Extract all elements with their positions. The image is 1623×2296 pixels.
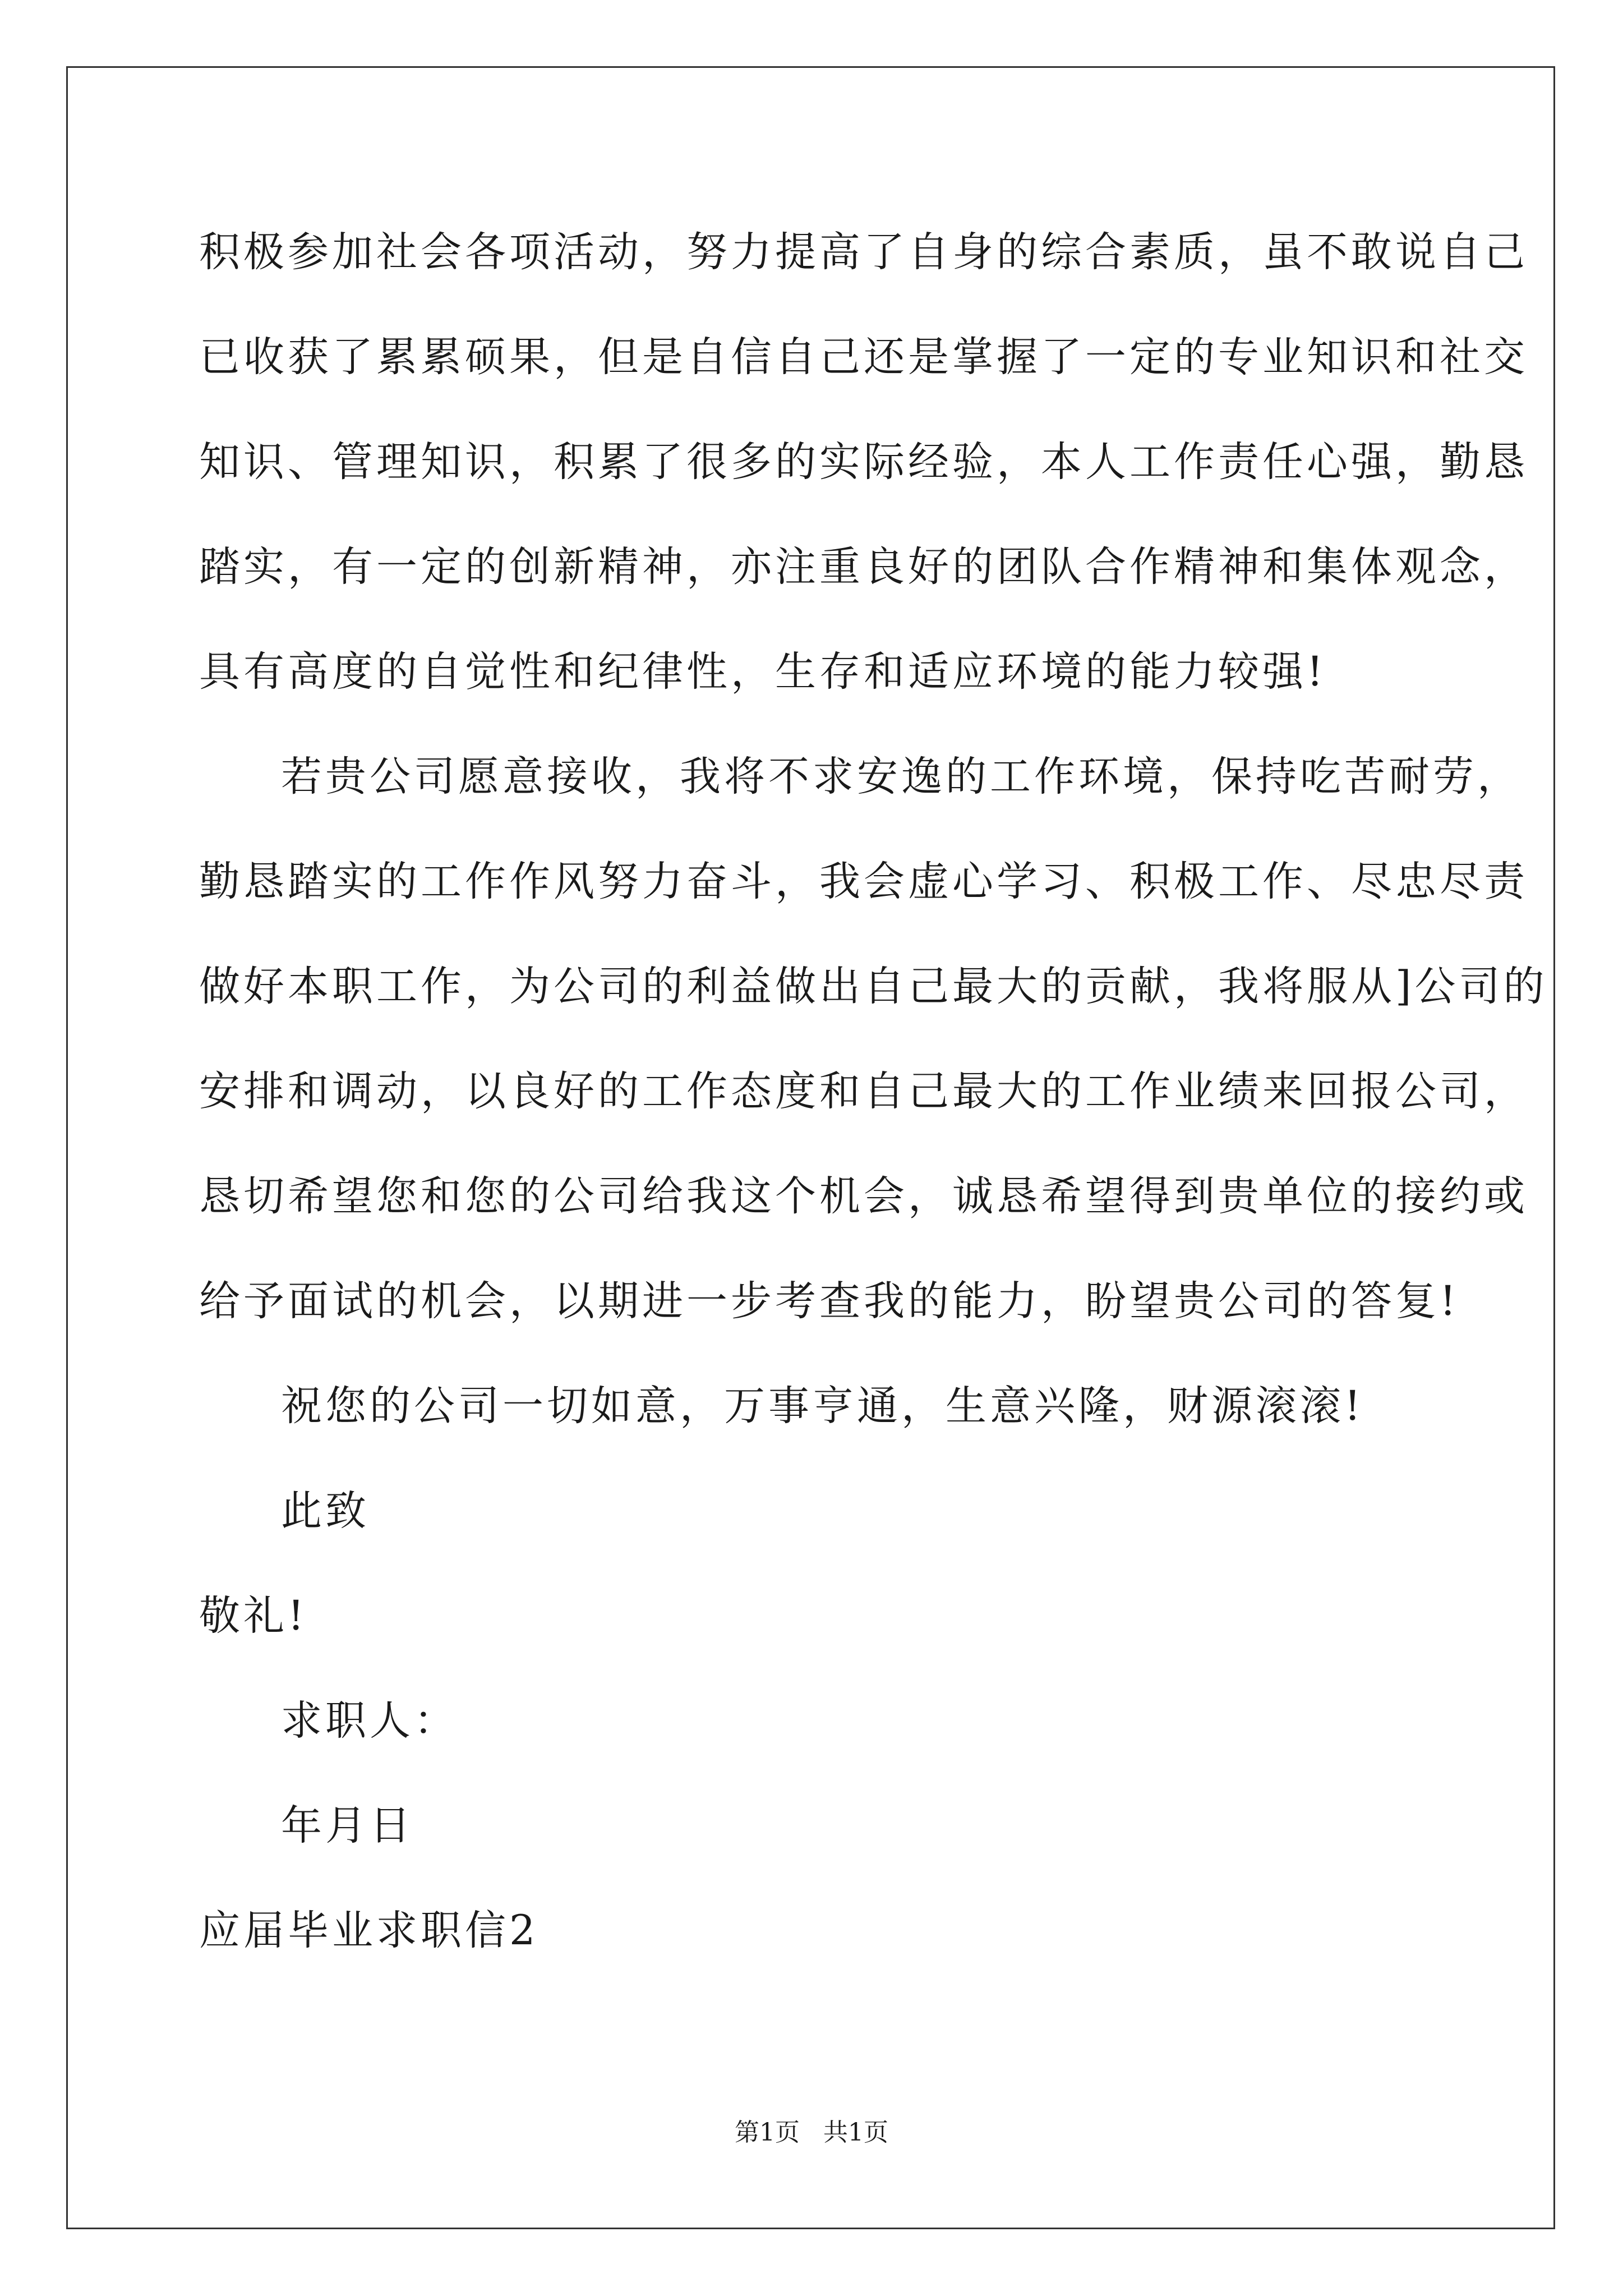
body-line: 知识、管理知识，积累了很多的实际经验，本人工作责任心强，勤恳 bbox=[199, 438, 1528, 486]
salutation-jingli: 敬礼! bbox=[199, 1592, 308, 1640]
body-line: 踏实，有一定的创新精神，亦注重良好的团队合作精神和集体观念， bbox=[199, 543, 1528, 591]
body-line: 积极参加社会各项活动，努力提高了自身的综合素质，虽不敢说自己 bbox=[199, 228, 1528, 276]
page-footer: 第1页 共1页 bbox=[735, 2118, 888, 2147]
salutation-cizhi: 此致 bbox=[281, 1487, 370, 1535]
body-line: 若贵公司愿意接收，我将不求安逸的工作环境，保持吃苦耐劳， bbox=[281, 753, 1521, 800]
body-line: 安排和调动，以良好的工作态度和自己最大的工作业绩来回报公司， bbox=[199, 1068, 1528, 1115]
body-line: 已收获了累累硕果，但是自信自己还是掌握了一定的专业知识和社交 bbox=[199, 333, 1528, 381]
section-title: 应届毕业求职信2 bbox=[199, 1907, 539, 1954]
body-line: 给予面试的机会，以期进一步考查我的能力，盼望贵公司的答复! bbox=[199, 1277, 1460, 1325]
body-line: 做好本职工作，为公司的利益做出自己最大的贡献，我将服从]公司的 bbox=[199, 963, 1548, 1010]
body-line: 勤恳踏实的工作作风努力奋斗，我会虚心学习、积极工作、尽忠尽责 bbox=[199, 858, 1528, 905]
letter-body bbox=[199, 222, 1548, 2005]
date-label: 年月日 bbox=[281, 1802, 414, 1849]
body-line: 具有高度的自觉性和纪律性，生存和适应环境的能力较强! bbox=[199, 648, 1327, 696]
applicant-label: 求职人： bbox=[281, 1697, 458, 1745]
body-line: 恳切希望您和您的公司给我这个机会，诚恳希望得到贵单位的接约或 bbox=[199, 1172, 1528, 1220]
closing-wish: 祝您的公司一切如意，万事亨通，生意兴隆，财源滚滚! bbox=[281, 1382, 1364, 1430]
